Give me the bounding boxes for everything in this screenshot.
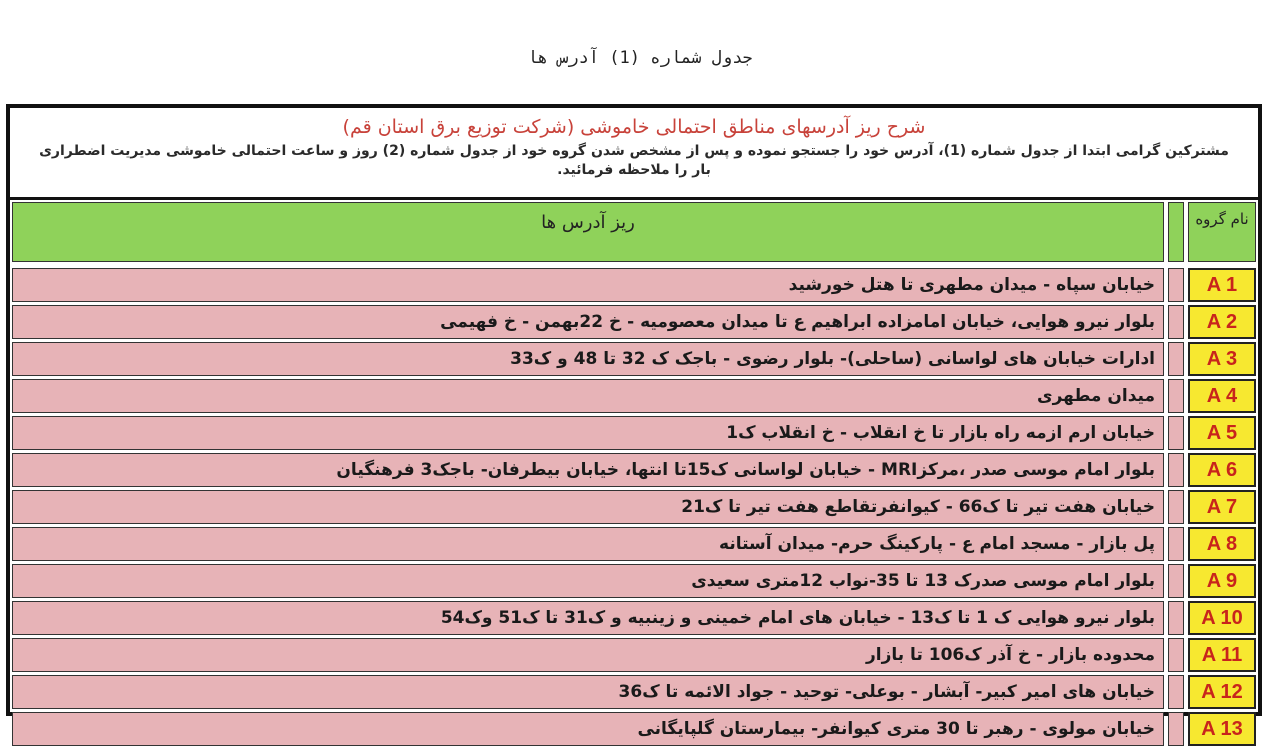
table-header-box: [10, 108, 1258, 200]
row-separator: [1168, 601, 1184, 635]
table-row: [12, 268, 1256, 302]
address-cell: خیابان هفت تیر تا ک66 - کیوانفرتقاطع هفت تیر تا ک21: [12, 490, 1164, 524]
row-separator: [1168, 675, 1184, 709]
row-separator: [1168, 527, 1184, 561]
table-row: [12, 712, 1256, 746]
column-separator: [1168, 202, 1184, 262]
table-row: [12, 638, 1256, 672]
group-code: A 12: [1188, 675, 1256, 709]
row-separator: [1168, 342, 1184, 376]
group-code: A 1: [1188, 268, 1256, 302]
group-code: A 8: [1188, 527, 1256, 561]
row-separator: [1168, 638, 1184, 672]
group-code: A 6: [1188, 453, 1256, 487]
address-cell: بلوار نیرو هوایی، خیابان امامزاده ابراهیم ع تا میدان معصومیه - خ 22بهمن - خ فهیمی: [12, 305, 1164, 339]
group-code: A 11: [1188, 638, 1256, 672]
header-title: شرح ریز آدرسهای مناطق احتمالی خاموشی (شرکت توزیع برق استان قم): [342, 116, 926, 138]
table-row: [12, 416, 1256, 450]
table-row: [12, 527, 1256, 561]
address-cell: بلوار امام موسی صدرک 13 تا 35-نواب 12متری سعیدی: [12, 564, 1164, 598]
group-code: A 5: [1188, 416, 1256, 450]
row-separator: [1168, 379, 1184, 413]
group-code: A 10: [1188, 601, 1256, 635]
header-note: مشترکین گرامی ابتدا از جدول شماره (1)، آدرس خود را جستجو نموده و پس از مشخص شدن گروه خود از جدول شماره (2) روز و ساعت احتمالی خاموشی مدیریت اضطراری بار را ملاحظه فرمائید.: [39, 143, 1229, 178]
group-code: A 13: [1188, 712, 1256, 746]
group-code: A 9: [1188, 564, 1256, 598]
address-cell: خیابان های امیر کبیر- آبشار - بوعلی- توحید - جواد الائمه تا ک36: [12, 675, 1164, 709]
table-row: [12, 675, 1256, 709]
column-header-address: ریز آدرس ها: [12, 202, 1164, 262]
table-row: [12, 305, 1256, 339]
row-separator: [1168, 268, 1184, 302]
row-separator: [1168, 490, 1184, 524]
address-cell: خیابان سپاه - میدان مطهری تا هتل خورشید: [12, 268, 1164, 302]
table-row: [12, 601, 1256, 635]
row-separator: [1168, 564, 1184, 598]
table-row: [12, 342, 1256, 376]
column-header-group: نام گروه: [1188, 202, 1256, 262]
row-separator: [1168, 453, 1184, 487]
address-cell: محدوده بازار - خ آذر ک106 تا بازار: [12, 638, 1164, 672]
table-row: [12, 453, 1256, 487]
address-cell: ادارات خیابان های لواسانی (ساحلی)- بلوار رضوی - باجک ک 32 تا 48 و ک33: [12, 342, 1164, 376]
address-cell: پل بازار - مسجد امام ع - پارکینگ حرم- میدان آستانه: [12, 527, 1164, 561]
group-code: A 7: [1188, 490, 1256, 524]
table-row: [12, 490, 1256, 524]
group-code: A 4: [1188, 379, 1256, 413]
address-cell: بلوار امام موسی صدر ،مرکزMRI - خیابان لواسانی ک15تا انتها، خیابان بیطرفان- باجک3 فرهنگیان: [12, 453, 1164, 487]
row-separator: [1168, 712, 1184, 746]
table-row: [12, 379, 1256, 413]
document-title: جدول شماره (1) آدرس ها: [527, 48, 753, 68]
address-cell: میدان مطهری: [12, 379, 1164, 413]
address-cell: بلوار نیرو هوایی ک 1 تا ک13 - خیابان های امام خمینی و زینبیه و ک31 تا ک51 وک54: [12, 601, 1164, 635]
address-table-frame: [6, 104, 1262, 740]
table-row: [12, 564, 1256, 598]
column-header-row: [12, 202, 1256, 262]
group-code: A 3: [1188, 342, 1256, 376]
row-separator: [1168, 305, 1184, 339]
address-cell: خیابان مولوی - رهبر تا 30 متری کیوانفر- بیمارستان گلپایگانی: [12, 712, 1164, 746]
address-grid: [12, 202, 1256, 749]
row-separator: [1168, 416, 1184, 450]
address-cell: خیابان ارم ازمه راه بازار تا خ انقلاب - خ انقلاب ک1: [12, 416, 1164, 450]
group-code: A 2: [1188, 305, 1256, 339]
